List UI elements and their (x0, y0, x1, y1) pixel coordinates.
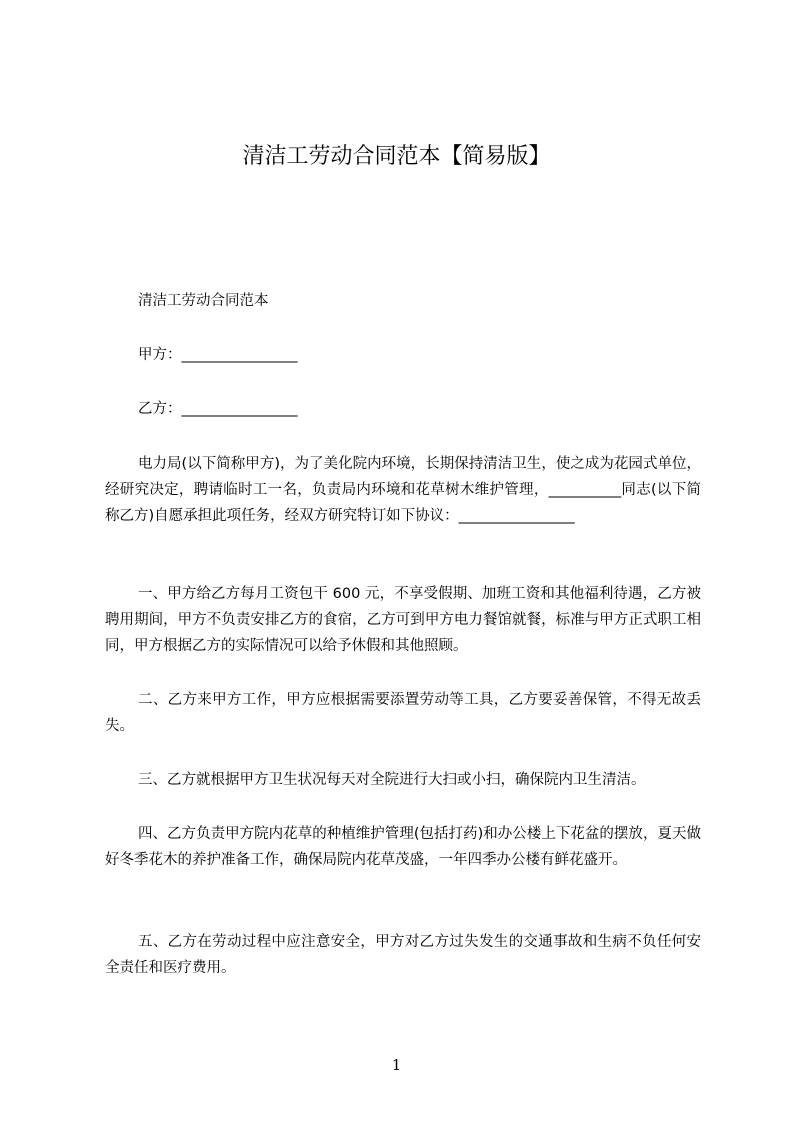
clause-2-paragraph: 二、乙方来甲方工作，甲方应根据需要添置劳动等工具，乙方要妥善保管，不得无故丢失。 (105, 692, 701, 734)
contract-subtitle: 清洁工劳动合同范本 (138, 293, 269, 309)
clause-3-paragraph: 三、乙方就根据甲方卫生状况每天对全院进行大扫或小扫，确保院内卫生清洁。 (138, 772, 646, 788)
clause-4-paragraph: 四、乙方负责甲方院内花草的种植维护管理(包括打药)和办公楼上下花盆的摆放，夏天做好冬季花木的养护准备工作，确保局院内花草茂盛，一年四季办公楼有鲜花盛开。 (105, 826, 701, 868)
clause-5-paragraph: 五、乙方在劳动过程中应注意安全，甲方对乙方过失发生的交通事故和生病不负任何安全责任和医疗费用。 (105, 934, 701, 976)
document-title: 清洁工劳动合同范本【简易版】 (242, 144, 551, 169)
clause-1-paragraph: 一、甲方给乙方每月工资包干 600 元，不享受假期、加班工资和其他福利待遇，乙方被聘用期间，甲方不负责安排乙方的食宿，乙方可到甲方电力餐馆就餐，标准与甲方正式职工相同，甲方根据乙方的实际情况可以给予休假和其他照顾。 (105, 586, 701, 654)
intro-paragraph: 电力局(以下简称甲方)，为了美化院内环境，长期保持清洁卫生，使之成为花园式单位，经研究决定，聘请临时工一名，负责局内环境和花草树木维护管理，__________同志(以下简称乙方)自愿承担此项任务，经双方研究特订如下协议：________________ (105, 456, 701, 524)
page-number: 1 (391, 1056, 402, 1074)
party-b-line: 乙方：________________ (138, 401, 298, 417)
party-a-line: 甲方：________________ (138, 347, 298, 363)
